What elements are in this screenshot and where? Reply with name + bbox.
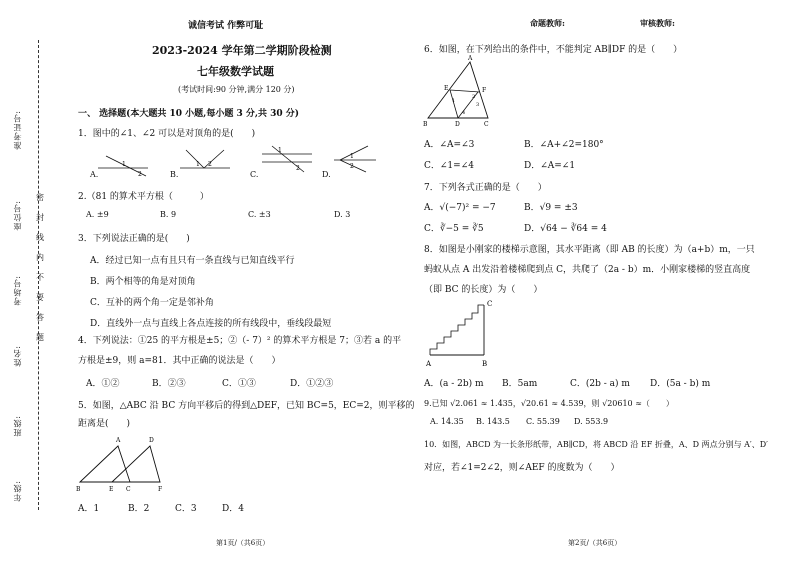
q3-opt-b: B．两个相等的角是对顶角	[90, 277, 196, 287]
svg-text:2: 2	[138, 171, 142, 178]
svg-text:C: C	[126, 486, 131, 493]
q8-opt-c: C．(2b - a) m	[570, 379, 630, 389]
page-subtitle: 七年级数学试题	[197, 65, 274, 78]
q3-stem: 3．下列说法正确的是( )	[78, 234, 190, 244]
q8-line3: （即 BC 的长度）为（ ）	[424, 285, 543, 295]
q8-opt-b: B．5am	[502, 379, 538, 389]
seal-char: 密	[36, 193, 44, 202]
q4-line1: 4．下列说法：①25 的平方根是±5；②（- 7）² 的算术平方根是 7；③若 a 的平	[78, 336, 402, 346]
seal-char: 封	[36, 213, 44, 222]
q4-line2: 方根是±9，则 a=81．其中正确的说法是（ ）	[78, 356, 281, 366]
q1-opt-d: D.	[322, 170, 331, 179]
q5-opt-b: B．2	[128, 504, 150, 514]
exam-info: (考试时间:90 分钟,满分 120 分)	[178, 85, 295, 94]
q6-stem: 6．如图，在下列给出的条件中，不能判定 AB∥DF 的是（ ）	[424, 45, 683, 55]
page-title: 2023-2024 学年第二学期阶段检测	[152, 44, 332, 57]
q2-stem: 2.（81 的算术平方根（ ）	[78, 192, 209, 202]
seal-char: 线	[36, 233, 44, 242]
q7-opt-b: B．√9 = ±3	[524, 203, 578, 213]
q1-stem: 1．图中的∠1、∠2 可以是对顶角的是( )	[78, 129, 256, 139]
q6-opt-a: A．∠A=∠3	[424, 140, 475, 150]
seal-char: 题	[36, 333, 44, 342]
q8-opt-a: A．(a - 2b) m	[424, 379, 484, 389]
q7-opt-c: C．∛−5 = ∛5	[424, 224, 484, 234]
section-heading: 一、 选择题(本大题共 10 小题,每小题 3 分,共 30 分)	[78, 109, 300, 119]
svg-text:2: 2	[296, 165, 300, 172]
svg-text:B: B	[423, 121, 428, 128]
q9-opt-c: C. 55.39	[526, 417, 560, 426]
svg-text:1: 1	[122, 161, 126, 168]
q1-opt-b: B.	[170, 170, 179, 179]
q8-line2: 蚂蚁从点 A 出发沿着楼梯爬到点 C，共爬了（2a - b）m．小刚家楼梯的竖直高度	[424, 265, 751, 275]
class-label: 班级:	[13, 415, 22, 437]
q3-opt-a: A．经过已知一点有且只有一条直线与已知直线平行	[90, 256, 295, 266]
seal-char: 内	[36, 253, 44, 262]
q2-opt-d: D. 3	[334, 210, 351, 219]
svg-text:3: 3	[476, 102, 480, 108]
q9-opt-a: A. 14.35	[430, 417, 464, 426]
q3-opt-d: D．直线外一点与直线上各点连接的所有线段中，垂线段最短	[90, 319, 332, 329]
svg-text:4: 4	[462, 110, 466, 116]
svg-text:1: 1	[350, 153, 354, 160]
q6-opt-d: D．∠A=∠1	[524, 161, 576, 171]
q2-opt-c: C. ±3	[248, 210, 271, 219]
q9-opt-b: B. 143.5	[476, 417, 510, 426]
q4-opt-c: C．①③	[222, 379, 256, 389]
svg-text:B: B	[76, 486, 81, 493]
q10-line2: 对应，若∠1=2∠2，则∠AEF 的度数为（ ）	[424, 463, 620, 473]
header-setter: 命题教师:	[530, 18, 565, 28]
q8-line1: 8．如图是小刚家的楼梯示意图，其水平距离（即 AB 的长度）为（a+b）m，一只	[424, 245, 755, 255]
q10-line1: 10．如图，ABCD 为一长条形纸带，AB∥CD，将 ABCD 沿 EF 折叠，A、D 两点分别与 A′、D′	[424, 440, 768, 449]
q6-opt-b: B．∠A+∠2=180°	[524, 140, 604, 150]
footer-page-right: 第2页/（共6页）	[568, 539, 622, 547]
room-number-label: 考场号:	[13, 275, 22, 306]
q4-opt-d: D．①②③	[290, 379, 334, 389]
seat-number-label: 座位号:	[13, 200, 22, 231]
svg-text:1: 1	[452, 98, 456, 104]
svg-text:A: A	[468, 55, 473, 62]
q7-opt-a: A．√(−7)² = −7	[424, 203, 496, 213]
svg-text:D: D	[149, 437, 154, 444]
q5-opt-c: C．3	[175, 504, 197, 514]
svg-text:B: B	[482, 360, 488, 368]
q5-opt-d: D．4	[222, 504, 244, 514]
seal-char: 答	[36, 313, 44, 322]
svg-text:A: A	[426, 360, 432, 368]
q7-stem: 7．下列各式正确的是（ ）	[424, 183, 547, 193]
svg-text:1: 1	[278, 147, 282, 154]
q1-opt-a: A.	[90, 170, 99, 179]
q2-opt-a: A. ±9	[86, 210, 109, 219]
name-label: 姓名:	[13, 345, 22, 367]
q4-opt-a: A．①②	[86, 379, 120, 389]
svg-text:C: C	[487, 300, 493, 308]
q8-opt-d: D．(5a - b) m	[650, 379, 711, 389]
svg-text:2: 2	[472, 94, 476, 100]
svg-text:E: E	[109, 486, 114, 493]
svg-text:1: 1	[196, 161, 200, 168]
q7-opt-d: D．√64 − ∛64 = 4	[524, 224, 607, 234]
q3-opt-c: C．互补的两个角一定是邻补角	[90, 298, 214, 308]
exam-number-label: 准考证号:	[13, 110, 22, 150]
svg-text:A: A	[116, 437, 121, 444]
q1-opt-c: C.	[250, 170, 259, 179]
footer-page-left: 第1页/（共6页）	[216, 539, 270, 547]
seal-char: 要	[36, 293, 44, 302]
grade-label: 年级:	[13, 480, 22, 502]
svg-text:2: 2	[208, 161, 212, 168]
q9-stem: 9.已知 √2.061 ≈ 1.435，√20.61 ≈ 4.539，则 √20610 ≈（ ）	[424, 399, 674, 408]
q5-opt-a: A．1	[78, 504, 100, 514]
q6-opt-c: C．∠1=∠4	[424, 161, 474, 171]
q9-opt-d: D. 553.9	[574, 417, 609, 426]
svg-text:F: F	[482, 87, 487, 94]
svg-text:E: E	[444, 85, 449, 92]
svg-text:2: 2	[350, 163, 354, 170]
svg-text:D: D	[455, 121, 460, 128]
q4-opt-b: B．②③	[152, 379, 186, 389]
svg-text:F: F	[158, 486, 163, 493]
q2-opt-b: B. 9	[160, 210, 177, 219]
header-motto: 诚信考试 作弊可耻	[188, 21, 264, 31]
header-reviewer: 审核教师:	[640, 18, 675, 28]
q5-line1: 5．如图，△ABC 沿 BC 方向平移后的得到△DEF，已知 BC=5，EC=2，则平移的	[78, 401, 415, 411]
seal-char: 不	[36, 273, 44, 282]
svg-text:C: C	[484, 121, 489, 128]
q5-line2: 距离是( )	[78, 419, 131, 429]
